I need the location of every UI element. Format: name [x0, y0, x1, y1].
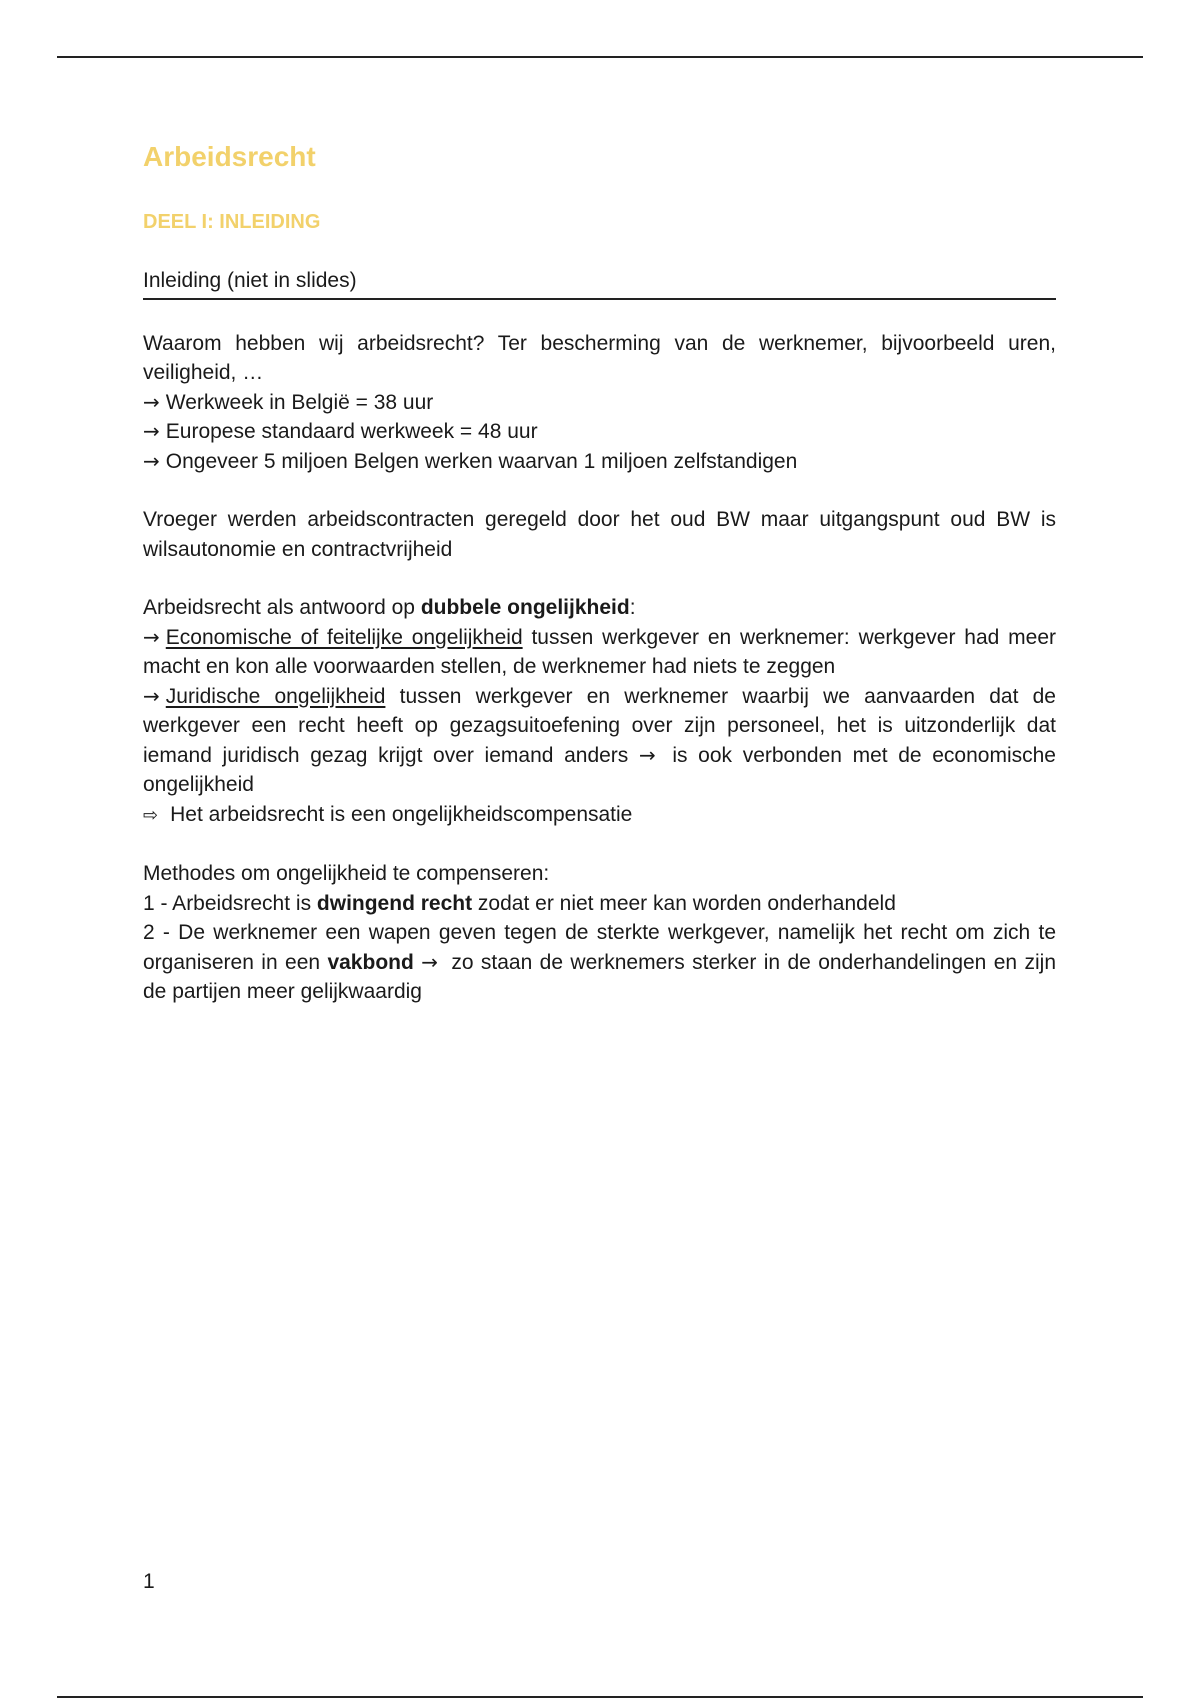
arrow-icon: → — [143, 624, 160, 649]
conclusion: ⇨ Het arbeidsrecht is een ongelijkheidscompensatie — [143, 802, 633, 826]
methods-heading: Methodes om ongelijkheid te compenseren: — [143, 862, 550, 886]
subheading: Inleiding (niet in slides) — [143, 267, 1056, 300]
list-item: → Werkweek in België = 38 uur — [143, 389, 434, 414]
header-rule — [57, 56, 1143, 58]
arrow-icon: → — [638, 742, 656, 767]
method-item: 2 - De werknemer een wapen geven tegen de sterkte werkgever, namelijk het recht om zich te organiseren in een vakbond → zo staan de werknemers sterker in de onderhandelingen en zijn de partijen meer gelijkwaardig — [143, 921, 1056, 1004]
footer-rule — [57, 1696, 1143, 1698]
section-title: DEEL I: INLEIDING — [143, 210, 321, 233]
document-title: Arbeidsrecht — [143, 141, 316, 172]
hollow-arrow-icon: ⇨ — [143, 804, 159, 826]
methods-paragraph — [143, 859, 1056, 1007]
arrow-icon: → — [143, 683, 160, 708]
inequality-lead: Arbeidsrecht als antwoord op dubbele ongelijkheid: — [143, 596, 636, 620]
legal-inequality: → Juridische ongelijkheid tussen werkgever en werknemer waarbij we aanvaarden dat de werkgever een recht heeft op gezagsuitoefening over zijn personeel, het is uitzonderlijk dat iemand juridisch gezag krijgt over iemand anders → is ook verbonden met de economische ongelijkheid — [143, 683, 1056, 797]
arrow-icon: → — [143, 419, 160, 444]
list-item: → Europese standaard werkweek = 48 uur — [143, 419, 538, 444]
history-paragraph: Vroeger werden arbeidscontracten geregeld door het oud BW maar uitgangspunt oud BW is wilsautonomie en contractvrijheid — [143, 508, 1056, 561]
arrow-icon: → — [421, 949, 438, 974]
economic-inequality: → Economische of feitelijke ongelijkheid tussen werkgever en werknemer: werkgever had meer macht en kon alle voorwaarden stellen, de werknemer had niets te zeggen — [143, 624, 1056, 679]
method-item: 1 - Arbeidsrecht is dwingend recht zodat er niet meer kan worden onderhandeld — [143, 891, 896, 915]
intro-paragraph — [143, 329, 1056, 477]
document-body — [143, 140, 1056, 1007]
arrow-icon: → — [143, 448, 160, 473]
arrow-icon: → — [143, 389, 160, 414]
page-number: 1 — [143, 1570, 155, 1593]
list-item: → Ongeveer 5 miljoen Belgen werken waarvan 1 miljoen zelfstandigen — [143, 448, 798, 473]
inequality-paragraph — [143, 593, 1056, 830]
intro-text: Waarom hebben wij arbeidsrecht? Ter bescherming van de werknemer, bijvoorbeeld uren, veiligheid, … — [143, 331, 1056, 385]
